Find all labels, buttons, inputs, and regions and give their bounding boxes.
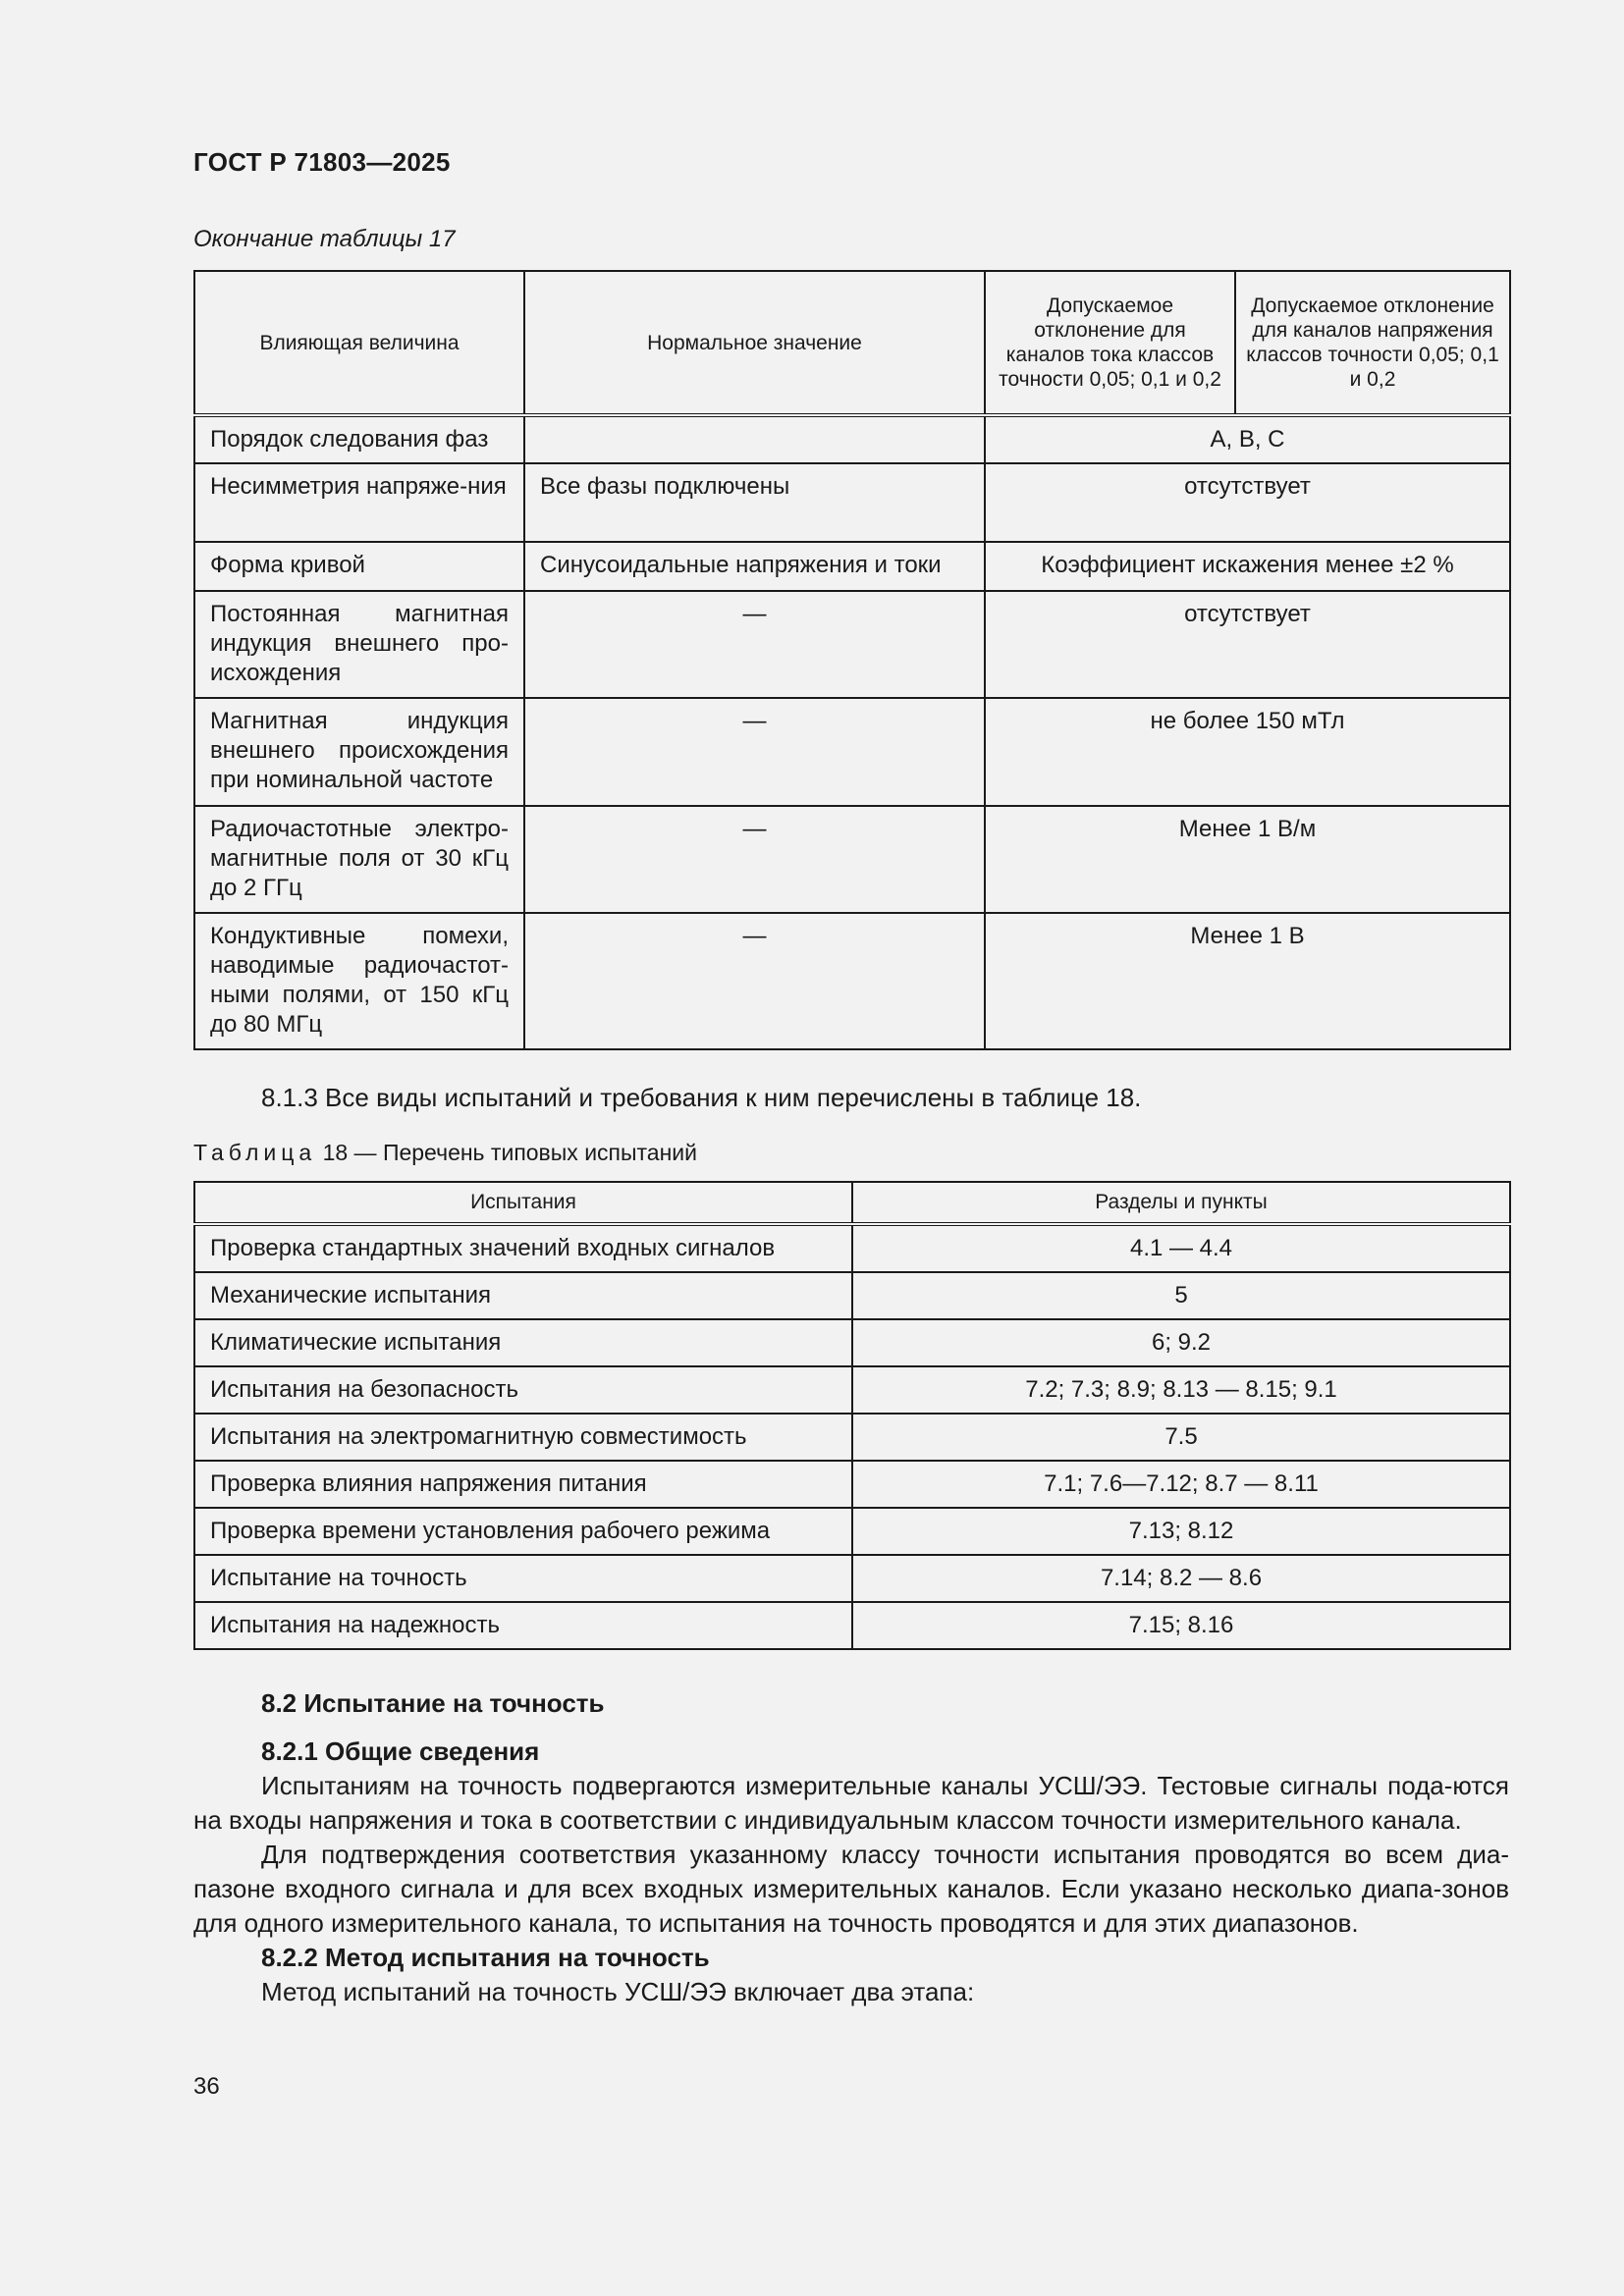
table17: [193, 270, 1511, 1050]
table-row: [194, 1508, 1510, 1555]
table17-header-quantity: Влияющая величина: [194, 271, 524, 415]
page-number: 36: [193, 2073, 220, 2100]
table-row: [194, 1224, 1510, 1272]
table-cell: Форма кривой: [194, 542, 524, 591]
table-cell: Синусоидальные напряжения и токи: [524, 542, 985, 591]
table-cell: Радиочастотные электро-магнитные поля от 30 кГц до 2 ГГц: [194, 806, 524, 913]
table-row: [194, 1602, 1510, 1649]
table-cell: Порядок следования фаз: [194, 415, 524, 463]
table-cell: Испытания на надежность: [194, 1602, 852, 1649]
table-cell: Испытания на безопасность: [194, 1366, 852, 1414]
table-row: [194, 1555, 1510, 1602]
table-cell: 7.1; 7.6—7.12; 8.7 — 8.11: [852, 1461, 1510, 1508]
table-cell: 7.2; 7.3; 8.9; 8.13 — 8.15; 9.1: [852, 1366, 1510, 1414]
table17-header-normal: Нормальное значение: [524, 271, 985, 415]
paragraph: Метод испытаний на точность УСШ/ЭЭ включает два этапа:: [261, 1977, 975, 2006]
table-cell: 7.13; 8.12: [852, 1508, 1510, 1555]
table-cell: Все фазы подключены: [524, 463, 985, 542]
document-header: ГОСТ Р 71803—2025: [193, 147, 451, 177]
table-cell: Постоянная магнитная индукция внешнего про-исхождения: [194, 591, 524, 698]
table-cell: Проверка влияния напряжения питания: [194, 1461, 852, 1508]
paragraph: Испытаниям на точность подвергаются измерительные каналы УСШ/ЭЭ. Тестовые сигналы пода-ются на входы напряжения и тока в соответствии с индивидуальным классом точности измерительного канала.: [193, 1771, 1509, 1835]
table-row: [194, 1319, 1510, 1366]
table-cell: Несимметрия напряже-ния: [194, 463, 524, 542]
table18-caption: [193, 1140, 697, 1166]
table-cell: —: [524, 913, 985, 1049]
table-cell: —: [524, 591, 985, 698]
table-cell: 7.5: [852, 1414, 1510, 1461]
table-cell: Проверка времени установления рабочего режима: [194, 1508, 852, 1555]
table-row: [194, 1272, 1510, 1319]
subsection-heading-method: 8.2.2 Метод испытания на точность: [261, 1943, 710, 1972]
table-cell: 4.1 — 4.4: [852, 1224, 1510, 1272]
table18-header-tests: Испытания: [194, 1182, 852, 1224]
table-row: [194, 1461, 1510, 1508]
table-cell: 5: [852, 1272, 1510, 1319]
table-row: [194, 806, 1510, 913]
table-cell: отсутствует: [985, 591, 1510, 698]
table17-caption: Окончание таблицы 17: [193, 226, 456, 252]
table-cell: —: [524, 806, 985, 913]
table-cell: Коэффициент искажения менее ±2 %: [985, 542, 1510, 591]
table17-header-row: [194, 271, 1510, 415]
table-cell: А, В, С: [985, 415, 1510, 463]
table18-header-row: [194, 1182, 1510, 1224]
table-row: [194, 463, 1510, 542]
table-cell: Механические испытания: [194, 1272, 852, 1319]
table17-header-current-deviation: Допускаемое отклонение для каналов тока классов точности 0,05; 0,1 и 0,2: [985, 271, 1235, 415]
table-row: [194, 913, 1510, 1049]
table-cell: Менее 1 В/м: [985, 806, 1510, 913]
table-row: [194, 698, 1510, 806]
table17-header-voltage-deviation: Допускаемое отклонение для каналов напряжения классов точности 0,05; 0,1 и 0,2: [1235, 271, 1510, 415]
table-cell: 7.14; 8.2 — 8.6: [852, 1555, 1510, 1602]
table18-caption-title: 18 — Перечень типовых испытаний: [322, 1140, 697, 1165]
table-cell: Испытания на электромагнитную совместимость: [194, 1414, 852, 1461]
subsection-heading-general: 8.2.1 Общие сведения: [261, 1736, 540, 1766]
table-cell: отсутствует: [985, 463, 1510, 542]
table-row: [194, 415, 1510, 463]
table18-header-sections: Разделы и пункты: [852, 1182, 1510, 1224]
table-row: [194, 542, 1510, 591]
table-cell: 7.15; 8.16: [852, 1602, 1510, 1649]
table-cell: не более 150 мТл: [985, 698, 1510, 806]
table-cell: —: [524, 698, 985, 806]
table-cell: Магнитная индукция внешнего происхождения при номинальной частоте: [194, 698, 524, 806]
table-cell: Менее 1 В: [985, 913, 1510, 1049]
table-cell: Кондуктивные помехи, наводимые радиочастот-ными полями, от 150 кГц до 80 МГц: [194, 913, 524, 1049]
table18-intro-paragraph: 8.1.3 Все виды испытаний и требования к ним перечислены в таблице 18.: [261, 1083, 1142, 1112]
table-cell: Испытание на точность: [194, 1555, 852, 1602]
table-cell: Проверка стандартных значений входных сигналов: [194, 1224, 852, 1272]
table-cell: 6; 9.2: [852, 1319, 1510, 1366]
table-cell: [524, 415, 985, 463]
section-8-2: [193, 1686, 1509, 2009]
table-cell: Климатические испытания: [194, 1319, 852, 1366]
table-row: [194, 591, 1510, 698]
table-row: [194, 1414, 1510, 1461]
section-heading: 8.2 Испытание на точность: [261, 1688, 605, 1718]
table-row: [194, 1366, 1510, 1414]
table18-caption-word: Таблица: [193, 1140, 317, 1165]
paragraph: Для подтверждения соответствия указанному классу точности испытания проводятся во всем диа-пазоне входного сигнала и для всех входных измерительных каналов. Если указано несколько диапа-зонов для одного измерительного канала, то испытания на точность проводятся и для этих диапазонов.: [193, 1840, 1509, 1938]
table18: [193, 1181, 1511, 1650]
